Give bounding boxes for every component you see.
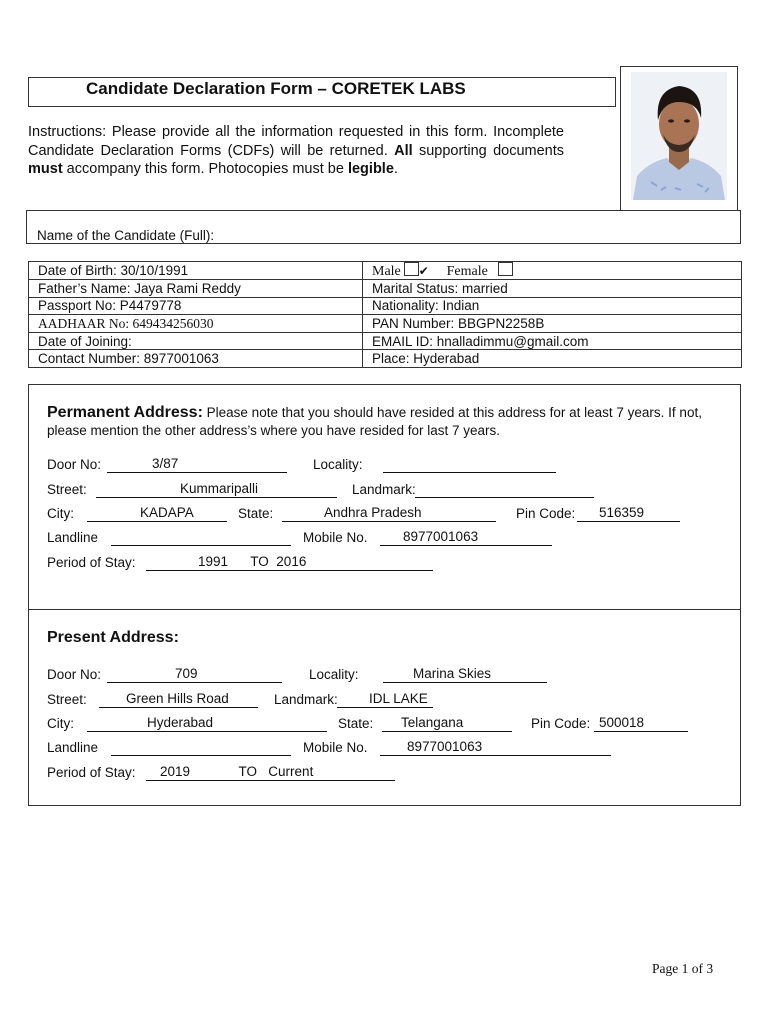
perm-pin-value: 516359: [599, 505, 645, 520]
passport-cell: Passport No: P4479778: [29, 297, 363, 315]
perm-door-value: 3/87: [152, 456, 179, 471]
pres-landline-input[interactable]: [111, 739, 291, 756]
dob-cell: Date of Birth: 30/10/1991: [29, 262, 363, 280]
table-row: [29, 297, 742, 315]
candidate-name-box: [26, 210, 741, 244]
pres-pin-input[interactable]: [594, 715, 688, 732]
perm-landmark-label: Landmark:: [352, 482, 416, 497]
candidate-photo: [631, 72, 727, 200]
pres-state-value: Telangana: [401, 715, 464, 730]
perm-mobile-value: 8977001063: [403, 529, 479, 544]
instructions-must: must: [28, 161, 63, 177]
perm-door-input[interactable]: [107, 456, 287, 473]
place-cell: Place: Hyderabad: [363, 350, 742, 368]
instructions-text-3: accompany this form. Photocopies must be: [62, 161, 348, 177]
perm-pin-input[interactable]: [577, 505, 680, 522]
pres-landmark-label: Landmark:: [274, 692, 338, 707]
title-box: [28, 77, 616, 107]
perm-street-input[interactable]: [96, 481, 337, 498]
pres-locality-value: Marina Skies: [413, 666, 492, 681]
form-title: Candidate Declaration Form – CORETEK LABS: [86, 79, 466, 98]
instructions-legible: legible: [347, 161, 394, 177]
pres-mobile-value: 8977001063: [407, 739, 483, 754]
marital-status-cell: Marital Status: married: [363, 280, 742, 298]
perm-street-label: Street:: [47, 482, 87, 497]
permanent-address-intro: [47, 404, 727, 440]
email-cell: EMAIL ID: hnalladimmu@gmail.com: [363, 332, 742, 350]
instructions-text-4: .: [393, 161, 398, 177]
perm-city-label: City:: [47, 506, 74, 521]
candidate-name-label: Name of the Candidate (Full):: [37, 228, 215, 243]
perm-period-value: 1991 TO 2016: [198, 554, 307, 569]
pres-period-value: 2019 TO Current: [160, 764, 314, 779]
pres-mobile-input[interactable]: [380, 739, 611, 756]
pres-landmark-input[interactable]: [337, 691, 433, 708]
permanent-address-section: [28, 384, 741, 610]
pres-door-input[interactable]: [107, 666, 282, 683]
permanent-address-heading: Permanent Address:: [47, 404, 203, 421]
table-row: [29, 332, 742, 350]
perm-period-label: Period of Stay:: [47, 555, 136, 570]
pres-city-label: City:: [47, 716, 74, 731]
pres-period-input[interactable]: [146, 764, 395, 781]
gender-female-label: Female: [446, 264, 488, 279]
pres-street-value: Green Hills Road: [126, 691, 229, 706]
perm-state-label: State:: [238, 506, 274, 521]
pres-locality-input[interactable]: [383, 666, 547, 683]
perm-mobile-label: Mobile No.: [303, 530, 368, 545]
instructions-text-2: supporting documents: [412, 142, 564, 159]
personal-info-table: [28, 261, 742, 368]
perm-door-label: Door No:: [47, 457, 102, 472]
pres-locality-label: Locality:: [309, 667, 359, 682]
table-row: [29, 280, 742, 298]
perm-state-value: Andhra Pradesh: [324, 505, 422, 520]
gender-male-label: Male: [372, 264, 401, 279]
table-row: [29, 262, 742, 280]
pres-mobile-label: Mobile No.: [303, 740, 368, 755]
pres-pin-label: Pin Code:: [531, 716, 591, 731]
instructions-text: Instructions: Please provide all the information requested in this form. Incomplete Candidate Declaration Forms (CDFs) will be returned.: [28, 124, 564, 159]
perm-pin-label: Pin Code:: [516, 506, 576, 521]
perm-period-input[interactable]: [146, 554, 433, 571]
female-checkbox[interactable]: [498, 262, 513, 276]
perm-locality-input[interactable]: [383, 456, 556, 473]
pres-door-value: 709: [175, 666, 198, 681]
pres-street-label: Street:: [47, 692, 87, 707]
permanent-address-note: Please note that you should have resided at this address for at least 7 years. If not, please mention the other address’s where you have resided for last 7 years.: [47, 405, 702, 438]
pres-landmark-value: IDL LAKE: [369, 691, 428, 706]
perm-landline-label: Landline: [47, 530, 99, 545]
pres-city-value: Hyderabad: [147, 715, 214, 730]
pan-cell: PAN Number: BBGPN2258B: [363, 315, 742, 333]
pres-state-label: State:: [338, 716, 374, 731]
perm-state-input[interactable]: [282, 505, 496, 522]
male-checkbox[interactable]: [404, 262, 419, 276]
contact-number-cell: Contact Number: 8977001063: [29, 350, 363, 368]
fathers-name-cell: Father’s Name: Jaya Rami Reddy: [29, 280, 363, 298]
page-number: Page 1 of 3: [652, 961, 714, 976]
pres-door-label: Door No:: [47, 667, 102, 682]
pres-period-label: Period of Stay:: [47, 765, 136, 780]
pres-street-input[interactable]: [99, 691, 258, 708]
table-row: [29, 315, 742, 333]
pres-landline-label: Landline: [47, 740, 99, 755]
perm-street-value: Kummaripalli: [180, 481, 259, 496]
perm-mobile-input[interactable]: [380, 529, 552, 546]
instructions: [28, 123, 564, 179]
nationality-cell: Nationality: Indian: [363, 297, 742, 315]
check-mark-icon: ✔: [418, 264, 429, 278]
date-of-joining-cell: Date of Joining:: [29, 332, 363, 350]
pres-state-input[interactable]: [382, 715, 512, 732]
perm-city-value: KADAPA: [140, 505, 194, 520]
aadhaar-cell: AADHAAR No: 649434256030: [29, 315, 363, 333]
pres-city-input[interactable]: [87, 715, 327, 732]
instructions-all: All: [394, 142, 413, 159]
present-address-section: [28, 609, 741, 806]
perm-locality-label: Locality:: [313, 457, 363, 472]
table-row: [29, 350, 742, 368]
gender-cell: [363, 262, 742, 280]
perm-city-input[interactable]: [87, 505, 227, 522]
perm-landline-input[interactable]: [111, 529, 291, 546]
pres-pin-value: 500018: [599, 715, 645, 730]
perm-landmark-input[interactable]: [415, 481, 594, 498]
present-address-heading: Present Address:: [47, 629, 179, 646]
